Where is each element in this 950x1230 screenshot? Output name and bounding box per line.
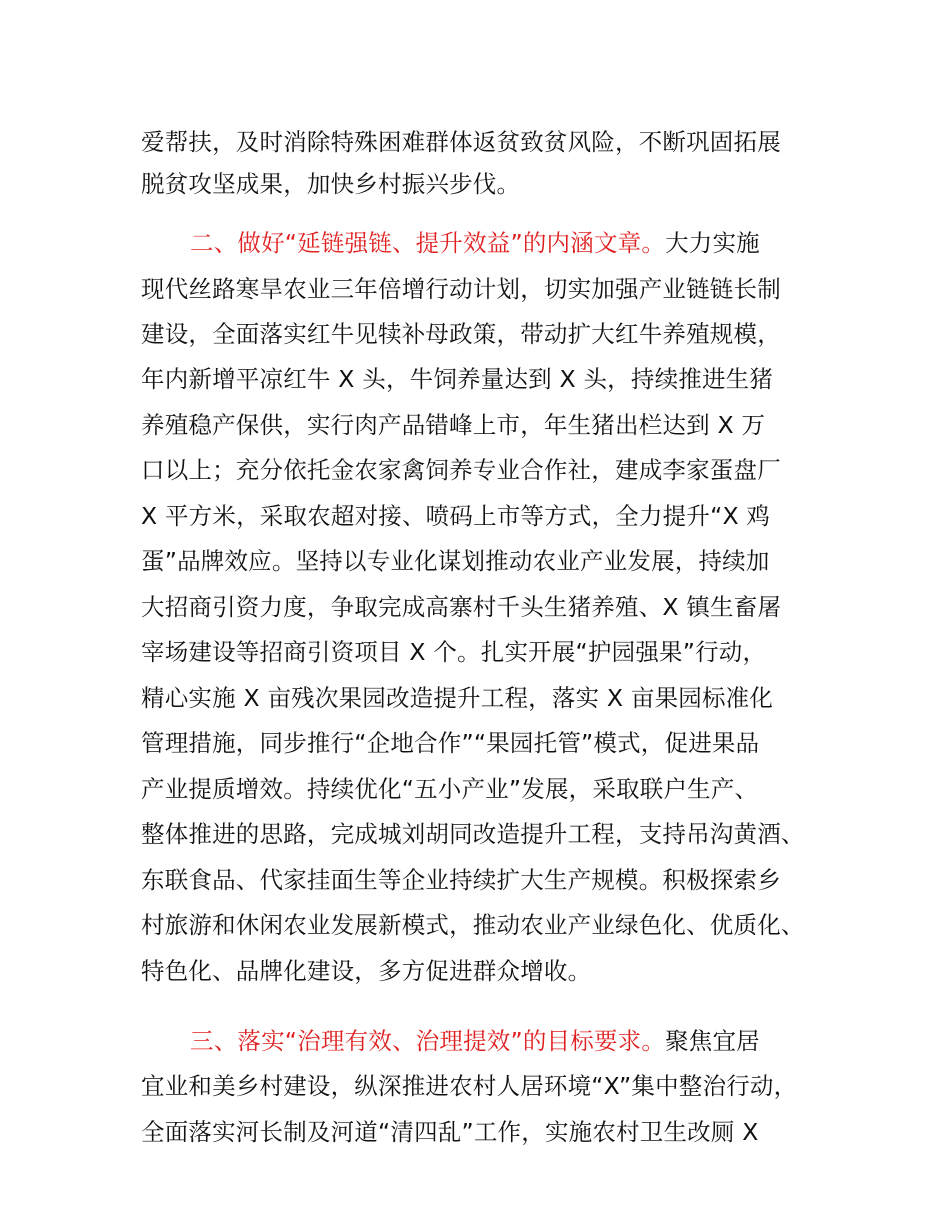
p2-line-11: 管理措施，同步推行“企地合作”“果园托管”模式，促进果品 (141, 729, 760, 757)
p2-line-12: 产业提质增效。持续优化“五小产业”发展，采取联户生产、 (141, 775, 759, 803)
p3-heading: 三、落实“治理有效、治理提效”的目标要求。 (190, 1027, 666, 1055)
p2-first-line (190, 223, 760, 263)
p3-first-line (190, 1021, 760, 1061)
p2-line-7: 蛋”品牌效应。坚持以专业化谋划推动农业产业发展，持续加 (141, 547, 770, 575)
p2-line-5: 口以上；充分依托金农家禽饲养专业合作社，建成李家蛋盘厂 (141, 456, 781, 484)
p2-line-15: 村旅游和休闲农业发展新模式，推动农业产业绿色化、优质化、 (141, 911, 805, 939)
p3-line-1: 宜业和美乡村建设，纵深推进农村人居环境“X”集中整治行动， (141, 1072, 798, 1100)
p2-line-14: 东联食品、代家挂面生等企业持续扩大生产规模。积极探索乡 (141, 866, 781, 894)
p3-line-2: 全面落实河长制及河道“清四乱”工作，实施农村卫生改厕 X (141, 1118, 759, 1146)
p2-line-2: 建设，全面落实红牛见犊补母政策，带动扩大红牛养殖规模， (141, 320, 781, 348)
p2-line-10: 精心实施 X 亩残次果园改造提升工程，落实 X 亩果园标准化 (141, 684, 774, 712)
p2-first-line-rest: 大力实施 (665, 229, 760, 257)
p2-line-3: 年内新增平凉红牛 X 头，牛饲养量达到 X 头，持续推进生猪 (141, 365, 774, 393)
p2-line-1: 现代丝路寒旱农业三年倍增行动计划，切实加强产业链链长制 (141, 275, 781, 303)
p3-first-line-rest: 聚焦宜居 (665, 1027, 760, 1055)
p1-line-2: 脱贫攻坚成果，加快乡村振兴步伐。 (141, 170, 521, 198)
p2-heading: 二、做好“延链强链、提升效益”的内涵文章。 (190, 229, 666, 257)
p2-line-9: 宰场建设等招商引资项目 X 个。扎实开展“护园强果”行动， (141, 638, 767, 666)
p2-line-6: X 平方米，采取农超对接、喷码上市等方式，全力提升“X 鸡 (141, 502, 771, 530)
p2-line-13: 整体推进的思路，完成城刘胡同改造提升工程，支持吊沟黄酒、 (141, 820, 805, 848)
p1-line-1: 爱帮扶，及时消除特殊困难群体返贫致贫风险，不断巩固拓展 (141, 128, 781, 156)
p2-line-8: 大招商引资力度，争取完成高寨村千头生猪养殖、X 镇生畜屠 (141, 593, 782, 621)
p2-line-4: 养殖稳产保供，实行肉产品错峰上市，年生猪出栏达到 X 万 (141, 411, 766, 439)
p2-line-16: 特色化、品牌化建设，多方促进群众增收。 (141, 957, 592, 985)
